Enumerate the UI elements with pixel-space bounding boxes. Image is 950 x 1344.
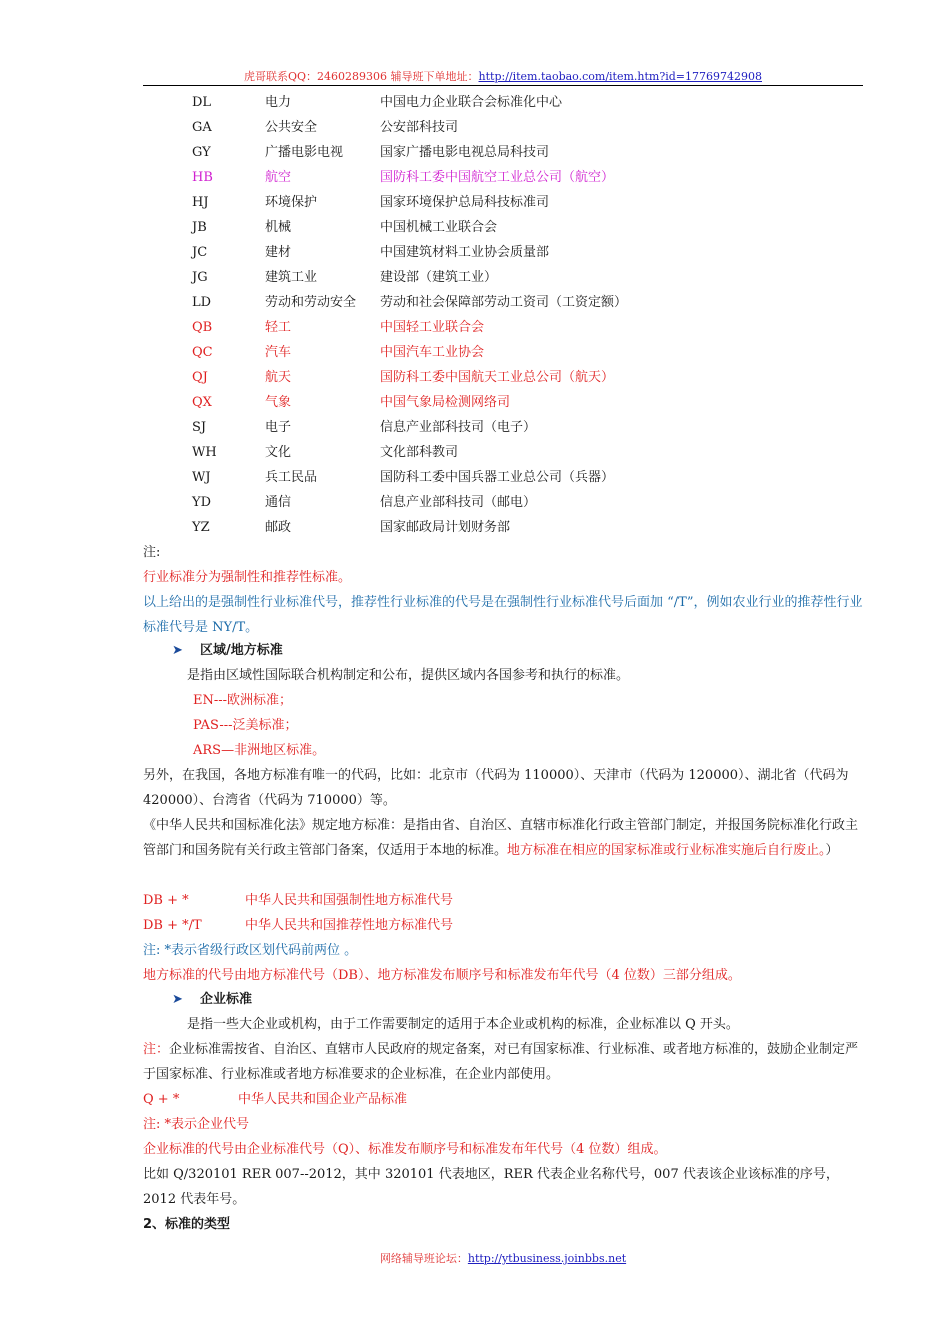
- standard-code: HJ: [192, 195, 209, 210]
- standard-code: SJ: [192, 420, 207, 435]
- q-text: 中华人民共和国企业产品标准: [238, 1092, 408, 1107]
- regional-item: EN---欧洲标准；: [193, 693, 293, 708]
- standard-code: GY: [192, 145, 211, 160]
- db-mandatory-line: [143, 888, 863, 913]
- header-rule: [143, 85, 863, 86]
- industry-name: 广播电影电视: [265, 145, 344, 160]
- header-text: 虎哥联系QQ：2460289306 辅导班下单地址：: [243, 70, 479, 83]
- standard-code: QX: [192, 395, 212, 410]
- standard-code: JB: [192, 220, 207, 235]
- authority-name: 劳动和社会保障部劳动工资司（工资定额）: [380, 295, 628, 310]
- enterprise-note: 注：企业标准需按省、自治区、直辖市人民政府的规定备案，对已有国家标准、行业标准、或者地方标准的，鼓励企业制定严于国家标准、行业标准或者地方标准要求的企业标准，在企业内部使用。: [143, 1042, 859, 1082]
- header-link[interactable]: http://item.taobao.com/item.htm?id=17769742908: [478, 70, 762, 83]
- q-note: 注: *表示企业代号: [143, 1117, 250, 1132]
- industry-name: 电力: [265, 95, 292, 110]
- enterprise-desc: 是指一些大企业或机构，由于工作需要制定的适用于本企业或机构的标准，企业标准以 Q 开头。: [187, 1017, 739, 1032]
- page-footer: [143, 1250, 863, 1266]
- q-composition: 企业标准的代号由企业标准代号（Q）、标准发布顺序号和标准发布年代号（4 位数）组成。: [143, 1142, 667, 1157]
- section-regional-heading: [172, 638, 283, 663]
- db-composition: 地方标准的代号由地方标准代号（DB）、地方标准发布顺序号和标准发布年代号（4 位数）三部分组成。: [143, 968, 741, 983]
- standard-code: DL: [192, 95, 212, 110]
- authority-name: 国防科工委中国航空工业总公司（航空）: [380, 170, 615, 185]
- db-recommended-line: [143, 913, 863, 938]
- authority-name: 信息产业部科技司（邮电）: [380, 495, 537, 510]
- db-note: 注: *表示省级行政区划代码前两位 。: [143, 943, 358, 958]
- standard-code: YD: [192, 495, 212, 510]
- standard-code: QB: [192, 320, 213, 335]
- industry-name: 兵工民品: [265, 470, 318, 485]
- authority-name: 国防科工委中国兵器工业总公司（兵器）: [380, 470, 615, 485]
- authority-name: 国家邮政局计划财务部: [380, 520, 511, 535]
- db-mandatory-code: DB + *: [143, 893, 189, 908]
- industry-name: 环境保护: [265, 195, 318, 210]
- authority-name: 国家环境保护总局科技标准司: [380, 195, 550, 210]
- standard-code: LD: [192, 295, 212, 310]
- authority-name: 国防科工委中国航天工业总公司（航天）: [380, 370, 615, 385]
- standard-code: JG: [192, 270, 208, 285]
- industry-name: 航天: [265, 370, 292, 385]
- standard-code: YZ: [192, 520, 210, 535]
- standard-code: WH: [192, 445, 217, 460]
- industry-name: 文化: [265, 445, 292, 460]
- section-title: 区域/地方标准: [200, 643, 283, 658]
- standard-code: JC: [192, 245, 208, 260]
- industry-name: 通信: [265, 495, 292, 510]
- note-mandatory: 行业标准分为强制性和推荐性标准。: [143, 570, 352, 585]
- standard-code: GA: [192, 120, 212, 135]
- industry-name: 轻工: [265, 320, 292, 335]
- note-recommended: 以上给出的是强制性行业标准代号，推荐性行业标准的代号是在强制性行业标准代号后面加 “/T”，例如农业行业的推荐性行业标准代号是 NY/T。: [143, 595, 863, 635]
- industry-name: 建筑工业: [265, 270, 318, 285]
- next-heading: 2、标准的类型: [143, 1217, 231, 1232]
- db-recommended-code: DB + */T: [143, 918, 202, 933]
- footer-link[interactable]: http://ytbusiness.joinbbs.net: [467, 1252, 627, 1265]
- authority-name: 国家广播电影电视总局科技司: [380, 145, 550, 160]
- page-header: [143, 68, 863, 84]
- db-mandatory-text: 中华人民共和国强制性地方标准代号: [245, 893, 454, 908]
- regional-desc: 是指由区域性国际联合机构制定和公布，提供区域内各国参考和执行的标准。: [187, 668, 630, 683]
- standard-code: QC: [192, 345, 213, 360]
- standard-code: QJ: [192, 370, 208, 385]
- authority-name: 中国电力企业联合会标准化中心: [380, 95, 563, 110]
- industry-name: 气象: [265, 395, 292, 410]
- standardization-law-paragraph: 《中华人民共和国标准化法》规定地方标准：是指由省、自治区、直辖市标准化行政主管部门制定，并报国务院标准化行政主管部门和国务院有关行政主管部门备案，仅适用于本地的标准。地方标准在相应的国家标准或行业标准实施后自行废止。）: [143, 818, 859, 858]
- section-title: 企业标准: [200, 992, 253, 1007]
- regional-item: PAS---泛美标准；: [193, 718, 298, 733]
- q-line: [143, 1087, 863, 1112]
- standard-code: WJ: [192, 470, 211, 485]
- regional-codes-paragraph: 另外，在我国，各地方标准有唯一的代码，比如：北京市（代码为 110000）、天津市（代码为 120000）、湖北省（代码为 420000）、台湾省（代码为 710000）等。: [143, 768, 849, 808]
- authority-name: 中国建筑材料工业协会质量部: [380, 245, 550, 260]
- industry-name: 建材: [265, 245, 292, 260]
- db-recommended-text: 中华人民共和国推荐性地方标准代号: [245, 918, 454, 933]
- industry-name: 劳动和劳动安全: [265, 295, 357, 310]
- authority-name: 中国轻工业联合会: [380, 320, 485, 335]
- industry-name: 航空: [265, 170, 292, 185]
- industry-name: 电子: [265, 420, 292, 435]
- enterprise-example: 比如 Q/320101 RER 007--2012，其中 320101 代表地区，RER 代表企业名称代号，007 代表该企业该标准的序号，2012 代表年号。: [143, 1167, 839, 1207]
- authority-name: 信息产业部科技司（电子）: [380, 420, 537, 435]
- arrow-bullet-icon: ➤: [172, 992, 183, 1007]
- industry-name: 机械: [265, 220, 292, 235]
- standard-code: HB: [192, 170, 213, 185]
- authority-name: 公安部科技司: [380, 120, 459, 135]
- authority-name: 文化部科教司: [380, 445, 459, 460]
- note-label: 注:: [143, 545, 161, 560]
- footer-text: 网络辅导班论坛：: [379, 1252, 468, 1265]
- industry-name: 邮政: [265, 520, 292, 535]
- arrow-bullet-icon: ➤: [172, 643, 183, 658]
- industry-name: 公共安全: [265, 120, 318, 135]
- q-code: Q + *: [143, 1092, 180, 1107]
- authority-name: 中国气象局检测网络司: [380, 395, 511, 410]
- authority-name: 中国汽车工业协会: [380, 345, 485, 360]
- authority-name: 中国机械工业联合会: [380, 220, 498, 235]
- industry-name: 汽车: [265, 345, 292, 360]
- section-enterprise-heading: [172, 987, 252, 1012]
- authority-name: 建设部（建筑工业）: [380, 270, 498, 285]
- regional-item: ARS—非洲地区标准。: [193, 743, 326, 758]
